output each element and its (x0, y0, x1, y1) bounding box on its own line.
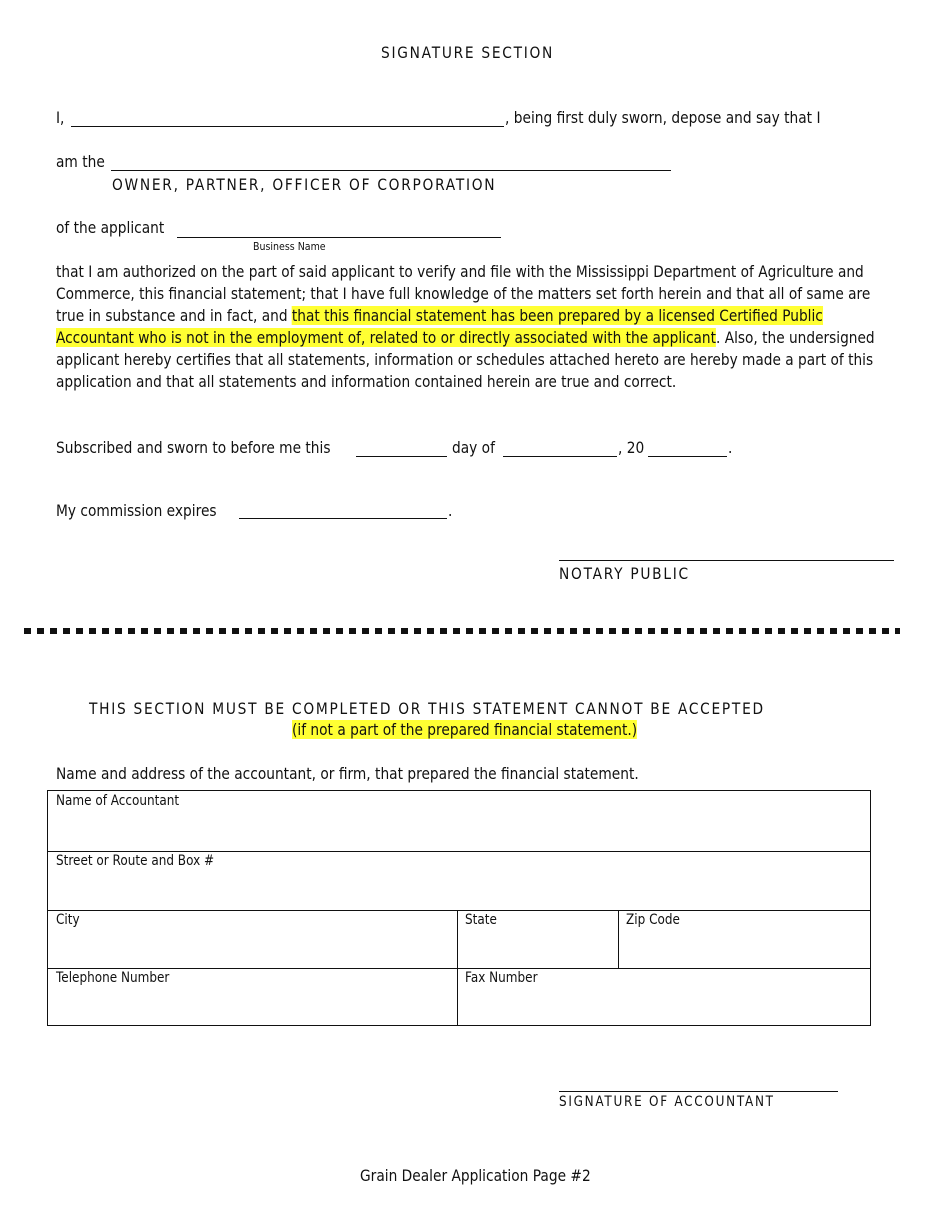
fax-label: Fax Number (465, 970, 538, 986)
state-field[interactable] (457, 910, 618, 968)
street-label: Street or Route and Box # (56, 853, 215, 869)
paragraph-part1: that I am authorized on the part of said applicant to verify and file with the Mississippi Department of Agriculture and Commerce, this financial statement; that I have full knowledge of the matters set forth herein and that all of same are true in substance and in fact, and (56, 262, 871, 325)
year-prefix-label: , 20 (618, 438, 645, 457)
affidavit-paragraph (56, 261, 887, 393)
sworn-year-line[interactable] (648, 456, 727, 457)
state-label: State (465, 912, 497, 928)
affiant-name-line[interactable] (71, 126, 504, 127)
section-divider (24, 628, 900, 634)
day-of-label: day of (452, 438, 495, 457)
notary-signature-line[interactable] (559, 560, 894, 561)
business-name-line[interactable] (177, 237, 501, 238)
notary-public-caption: NOTARY PUBLIC (559, 564, 690, 583)
sworn-day-line[interactable] (356, 456, 447, 457)
sworn-month-line[interactable] (503, 456, 617, 457)
city-label: City (56, 912, 80, 928)
accountant-name-label: Name of Accountant (56, 793, 180, 809)
accountant-section-heading: THIS SECTION MUST BE COMPLETED OR THIS STATEMENT CANNOT BE ACCEPTED (89, 699, 765, 718)
commission-expiry-line[interactable] (239, 518, 447, 519)
of-applicant-label: of the applicant (56, 218, 165, 237)
accountant-intro: Name and address of the accountant, or firm, that prepared the financial statement. (56, 764, 639, 783)
zip-code-field[interactable] (618, 910, 870, 968)
city-field[interactable] (48, 910, 457, 968)
accountant-signature-caption: SIGNATURE OF ACCOUNTANT (559, 1094, 775, 1110)
accountant-section-subheading: (if not a part of the prepared financial statement.) (292, 720, 638, 739)
page-footer: Grain Dealer Application Page #2 (360, 1166, 591, 1185)
street-field[interactable] (48, 851, 870, 910)
zip-code-label: Zip Code (626, 912, 680, 928)
role-line[interactable] (111, 170, 671, 171)
page-title: SIGNATURE SECTION (381, 43, 555, 62)
accountant-name-field[interactable] (48, 791, 870, 851)
role-caption: OWNER, PARTNER, OFFICER OF CORPORATION (112, 175, 497, 194)
fax-field[interactable] (457, 968, 870, 1025)
telephone-field[interactable] (48, 968, 457, 1025)
sworn-label: Subscribed and sworn to before me this (56, 438, 331, 457)
commission-label: My commission expires (56, 501, 217, 520)
am-the-label: am the (56, 152, 105, 171)
telephone-label: Telephone Number (56, 970, 170, 986)
paragraph-part2: . Also, the undersigned applicant hereby certifies that all statements, information or schedules attached hereto are hereby made a part of this application and that all statements and information contained herein are true and correct. (56, 328, 875, 391)
paragraph-highlight: that this financial statement has been prepared by a licensed Certified Public Accountant who is not in the employment of, related to or directly associated with the applicant (56, 306, 823, 347)
commission-period: . (448, 501, 453, 520)
sworn-period: . (728, 438, 733, 457)
affidavit-sworn-text: , being first duly sworn, depose and say that I (505, 108, 821, 127)
accountant-info-table (47, 790, 871, 1026)
business-name-caption: Business Name (253, 240, 326, 253)
affidavit-i-label: I, (56, 108, 65, 127)
accountant-signature-line[interactable] (559, 1091, 838, 1092)
